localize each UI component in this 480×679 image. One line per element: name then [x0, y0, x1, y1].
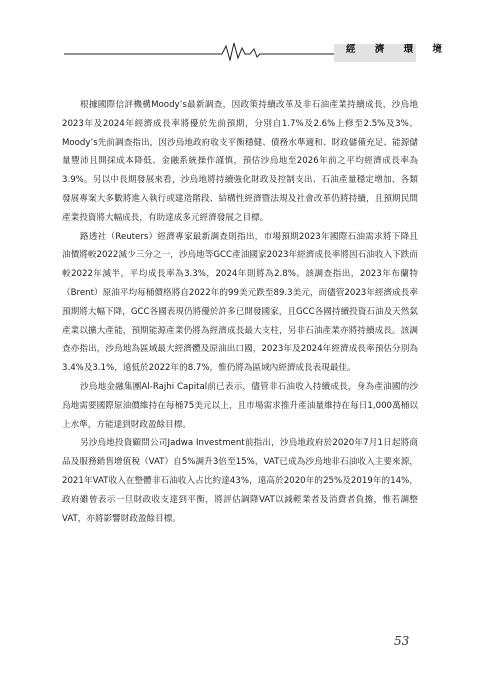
- article-body: [62, 96, 418, 528]
- paragraph-reuters: 路透社（Reuters）經濟專家最新調查則指出，市場預期2023年國際石油需求將下降且油價將較2022減少三分之一，沙烏地等GCC產油國家2023年經濟成長率將因石油收入下跌而較2022年減半，平均成長率為3.3%，2024年則將為2.8%。該調查指出，2023年布蘭特（Brent）原油平均每桶價格將自2022年的99美元跌至89.3美元，而儘管2023年經濟成長率預期將大幅下降，GCC各國表現仍將優於許多已開發國家，且GCC各國持續投資石油及天然氣產業以擴大產能，預期能源產業仍將為經濟成長最大支柱，另非石油產業亦將持續成長。該調查亦指出，沙烏地為區域最大經濟體及原油出口國，2023年及2024年經濟成長率預估分別為3.4%及3.1%，遠低於2022年的8.7%，惟仍將為區域內經濟成長表現最佳。: [62, 231, 418, 374]
- running-header: [64, 40, 450, 62]
- paragraph-jadwa: 另沙烏地投資顧問公司Jadwa Investment前指出，沙烏地政府於2020年7月1日起將商品及服務銷售增值稅（VAT）自5%調升3倍至15%，VAT已成為沙烏地非石油收入主要來源，2021年VAT收入在整體非石油收入占比約達43%，遠高於2020年的25%及2019年的14%，政府雖曾表示一旦財政收支達到平衡，將評估調降VAT以減輕業者及消費者負擔，惟若調整VAT，亦將影響財政盈餘目標。: [62, 438, 418, 524]
- paragraph-moodys: 根據國際信評機構Moody’s最新調查，因政策持續改革及非石油產業持續成長，沙烏地2023年及2024年經濟成長率將優於先前預期，分別自1.7%及2.6%上修至2.5%及3%。Moody’s先前調查指出，因沙烏地政府收支平衡穩健、債務水準適和、財政儲備充足、能源儲量豐沛且開採成本降低、金融系統操作謹慎，預估沙烏地至2026年前之平均經濟成長率為3.9%。另以中長期發展來看，沙烏地將持續強化財政及控制支出、石油產量穩定增加、各類發展專案大多數將進入執行或建造階段、結構性經濟暨法規及社會改革仍將持續，且預期民間產業投資將大幅成長，有助達成多元經濟發展之目標。: [62, 100, 418, 223]
- section-title: 經 濟 環 境: [346, 44, 450, 55]
- page-number: 53: [394, 634, 410, 648]
- paragraph-al-rajhi: 沙烏地金融集團Al-Rajhi Capital前已表示，儘管非石油收入持續成長，身為產油國的沙烏地需要國際原油價維持在每桶75美元以上，且市場需求推升產油量維持在每日1,000萬桶以上水準，方能達到財政盈餘目標。: [62, 381, 418, 430]
